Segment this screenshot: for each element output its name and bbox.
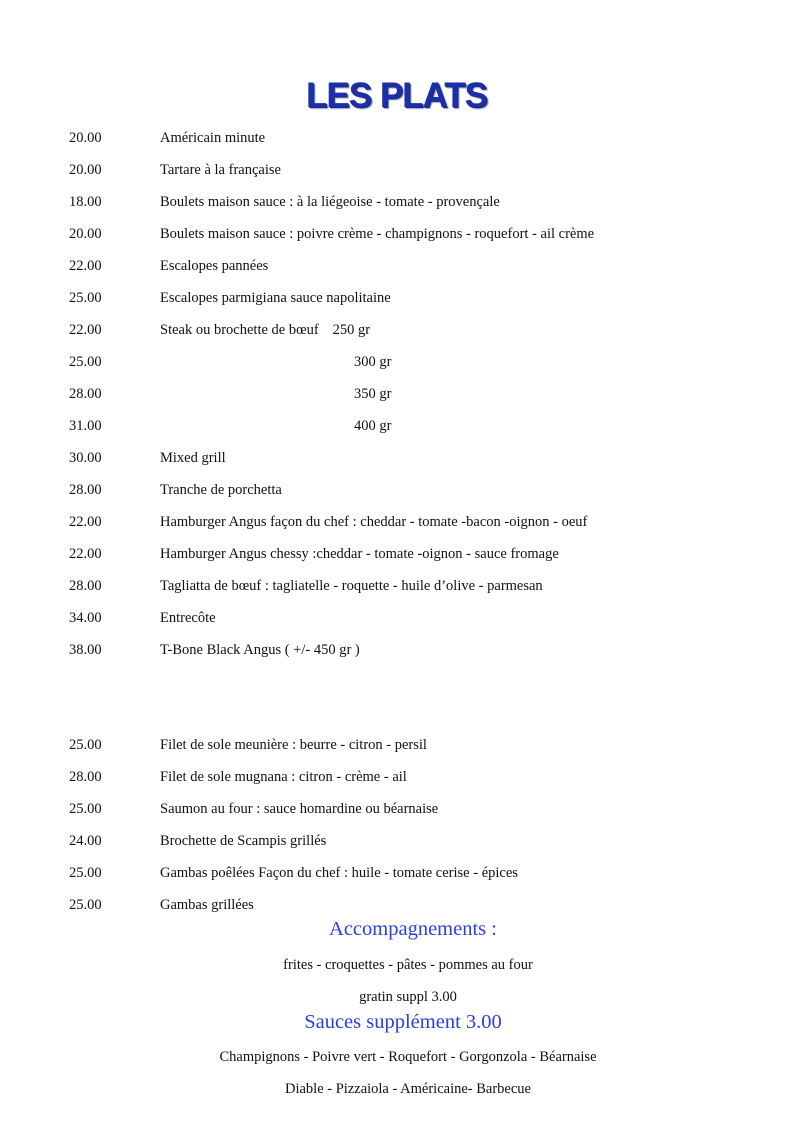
steak-size-row (0, 418, 800, 450)
list-item (0, 865, 800, 897)
item-price: 22.00 (69, 514, 102, 530)
item-name (160, 322, 370, 339)
item-price: 31.00 (69, 418, 102, 434)
list-item (0, 514, 800, 546)
list-item (0, 801, 800, 833)
item-name: Escalopes parmigiana sauce napolitaine (160, 290, 391, 306)
item-price: 18.00 (69, 194, 102, 210)
page-title: LES PLATS (306, 76, 487, 115)
item-name: Mixed grill (160, 450, 226, 466)
item-price: 30.00 (69, 450, 102, 466)
item-price: 25.00 (69, 737, 102, 753)
item-price: 20.00 (69, 130, 102, 146)
steak-row (0, 322, 800, 354)
list-item (0, 737, 800, 769)
item-price: 28.00 (69, 769, 102, 785)
item-price: 20.00 (69, 162, 102, 178)
accompaniments-heading: Accompagnements : (329, 918, 497, 940)
item-name: Filet de sole meunière : beurre - citron - persil (160, 737, 427, 753)
list-item (0, 769, 800, 801)
item-price: 25.00 (69, 354, 102, 370)
item-name: Gambas poêlées Façon du chef : huile - tomate cerise - épices (160, 865, 518, 881)
steak-weight: 400 gr (354, 418, 392, 434)
list-item (0, 194, 800, 226)
item-price: 28.00 (69, 578, 102, 594)
item-name: Gambas grillées (160, 897, 254, 913)
item-name: Tartare à la française (160, 162, 281, 178)
item-price: 25.00 (69, 801, 102, 817)
meat-dishes-list (0, 130, 800, 674)
item-name: Filet de sole mugnana : citron - crème - ail (160, 769, 407, 785)
item-name: Hamburger Angus chessy :cheddar - tomate -oignon - sauce fromage (160, 546, 559, 562)
steak-name: Steak ou brochette de bœuf (160, 322, 319, 338)
item-name: Boulets maison sauce : à la liégeoise - tomate - provençale (160, 194, 500, 210)
item-price: 25.00 (69, 897, 102, 913)
list-item (0, 833, 800, 865)
steak-weight: 350 gr (354, 386, 392, 402)
item-price: 24.00 (69, 833, 102, 849)
item-name: Hamburger Angus façon du chef : cheddar - tomate -bacon -oignon - oeuf (160, 514, 588, 530)
list-item (0, 578, 800, 610)
item-price: 28.00 (69, 482, 102, 498)
item-price: 25.00 (69, 290, 102, 306)
list-item (0, 162, 800, 194)
list-item (0, 258, 800, 290)
list-item (0, 130, 800, 162)
item-price: 25.00 (69, 865, 102, 881)
sauces-list-1: Champignons - Poivre vert - Roquefort - Gorgonzola - Béarnaise (219, 1049, 597, 1065)
item-price: 22.00 (69, 322, 102, 338)
list-item (0, 642, 800, 674)
list-item (0, 610, 800, 642)
item-name: Entrecôte (160, 610, 216, 626)
list-item (0, 482, 800, 514)
item-name: Tagliatta de bœuf : tagliatelle - roquette - huile d’olive - parmesan (160, 578, 543, 594)
steak-weight: 300 gr (354, 354, 392, 370)
item-price: 38.00 (69, 642, 102, 658)
item-price: 20.00 (69, 226, 102, 242)
item-name: Saumon au four : sauce homardine ou béarnaise (160, 801, 439, 817)
item-name: Escalopes pannées (160, 258, 269, 274)
item-price: 22.00 (69, 258, 102, 274)
list-item (0, 290, 800, 322)
gratin-supplement: gratin suppl 3.00 (359, 989, 457, 1005)
list-item (0, 450, 800, 482)
steak-size-row (0, 386, 800, 418)
list-item (0, 226, 800, 258)
item-name: T-Bone Black Angus ( +/- 450 gr ) (160, 642, 360, 658)
item-name: Brochette de Scampis grillés (160, 833, 327, 849)
item-name: Américain minute (160, 130, 266, 146)
steak-size-row (0, 354, 800, 386)
item-name: Tranche de porchetta (160, 482, 282, 498)
fish-dishes-list (0, 737, 800, 929)
item-name: Boulets maison sauce : poivre crème - champignons - roquefort - ail crème (160, 226, 595, 242)
list-item (0, 546, 800, 578)
item-price: 28.00 (69, 386, 102, 402)
accompaniments-list: frites - croquettes - pâtes - pommes au four (283, 957, 533, 973)
item-price: 22.00 (69, 546, 102, 562)
item-price: 34.00 (69, 610, 102, 626)
sauces-list-2: Diable - Pizzaiola - Américaine- Barbecue (285, 1081, 531, 1097)
steak-weight: 250 gr (332, 322, 371, 338)
sauces-heading: Sauces supplément 3.00 (304, 1011, 502, 1033)
